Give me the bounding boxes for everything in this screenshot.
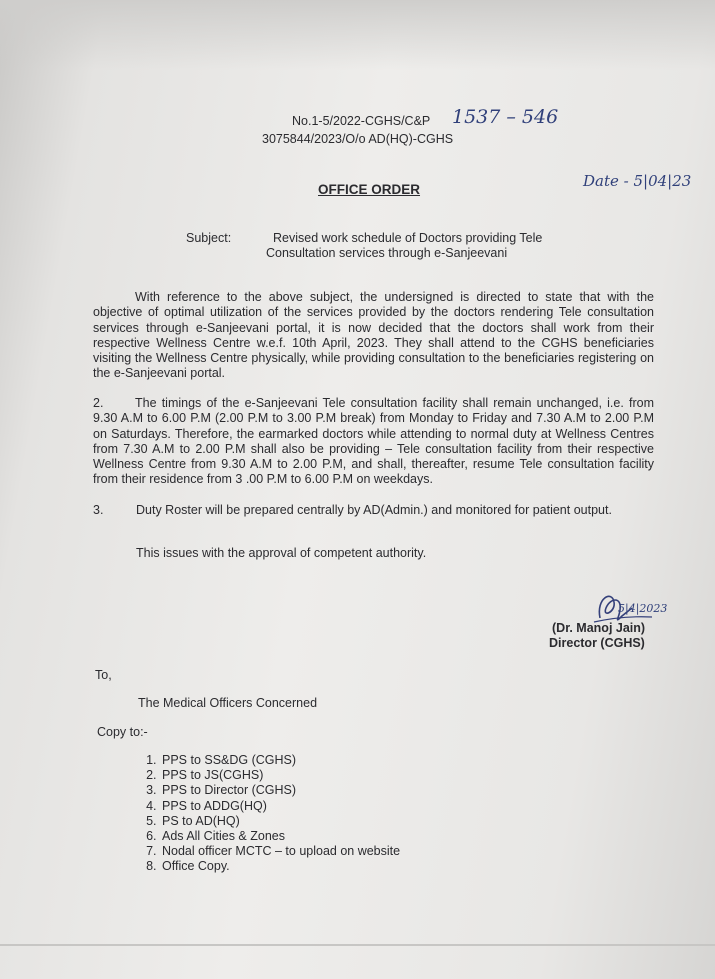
file-number: No.1-5/2022-CGHS/C&P bbox=[292, 114, 431, 128]
office-order-title: OFFICE ORDER bbox=[318, 182, 421, 197]
approval-statement: This issues with the approval of competent authority. bbox=[136, 546, 427, 560]
reference-number: 3075844/2023/O/o AD(HQ)-CGHS bbox=[262, 132, 454, 146]
list-item: 6. Ads All Cities & Zones bbox=[160, 829, 400, 844]
paragraph-2 bbox=[93, 396, 654, 488]
handwritten-file-range: 1537 – 546 bbox=[452, 106, 559, 128]
list-item: 7. Nodal officer MCTC – to upload on website bbox=[160, 844, 400, 859]
list-item: 1. PPS to SS&DG (CGHS) bbox=[160, 753, 400, 768]
subject-line-1: Revised work schedule of Doctors providing Tele bbox=[273, 231, 543, 245]
copy-to-list bbox=[138, 753, 400, 875]
recipient: The Medical Officers Concerned bbox=[138, 696, 318, 710]
list-item: 2. PPS to JS(CGHS) bbox=[160, 768, 400, 783]
copy-to-label: Copy to:- bbox=[97, 725, 148, 739]
list-item: 4. PPS to ADDG(HQ) bbox=[160, 799, 400, 814]
paragraph-3-text: Duty Roster will be prepared centrally by AD(Admin.) and monitored for patient output. bbox=[136, 503, 612, 517]
signatory-name: (Dr. Manoj Jain) bbox=[552, 621, 646, 635]
to-label: To, bbox=[95, 668, 112, 682]
subject-line-2: Consultation services through e-Sanjeevani bbox=[266, 246, 508, 260]
page-fold-line bbox=[0, 944, 715, 946]
signatory-designation: Director (CGHS) bbox=[549, 636, 645, 650]
paragraph-1-text: With reference to the above subject, the undersigned is directed to state that with the objective of optimal utilization of the services provided by the doctors rendering Tele consultation services through e-Sanjeevani portal, it is now decided that the doctors shall work from their respective Wellness Centre w.e.f. 10th April, 2023. They shall attend to the CGHS beneficiaries visiting the Wellness Centre physically, while providing consultation to the beneficiaries registering on the e-Sanjeevani portal. bbox=[93, 290, 654, 381]
paragraph-2-number: 2. bbox=[93, 396, 104, 410]
list-item: 3. PPS to Director (CGHS) bbox=[160, 783, 400, 798]
signature-date: 5|4|2023 bbox=[618, 602, 668, 615]
list-item: 8. Office Copy. bbox=[160, 859, 400, 874]
subject-label: Subject: bbox=[186, 231, 232, 245]
paragraph-1 bbox=[93, 290, 654, 382]
paragraph-3-number: 3. bbox=[93, 503, 104, 517]
handwritten-date: Date - 5|04|23 bbox=[583, 172, 692, 190]
list-item: 5. PS to AD(HQ) bbox=[160, 814, 400, 829]
page-shadow bbox=[0, 0, 715, 70]
paragraph-2-text: The timings of the e-Sanjeevani Tele consultation facility shall remain unchanged, i.e. from 9.30 A.M to 6.00 P.M (2.00 P.M to 3.00 P.M break) from Monday to Friday and 7.30 A.M to 2.00 P.M on Saturdays. Therefore, the earmarked doctors while attending to normal duty at Wellness Centres from 7.30 A.M to 2.00 P.M shall also be providing – Tele consultation facility from their respective Wellness Centre from 9.30 A.M to 2.00 P.M, and shall, thereafter, resume Tele consultation facility from their residence from 3 .00 P.M to 6.00 P.M on weekdays. bbox=[93, 396, 654, 487]
